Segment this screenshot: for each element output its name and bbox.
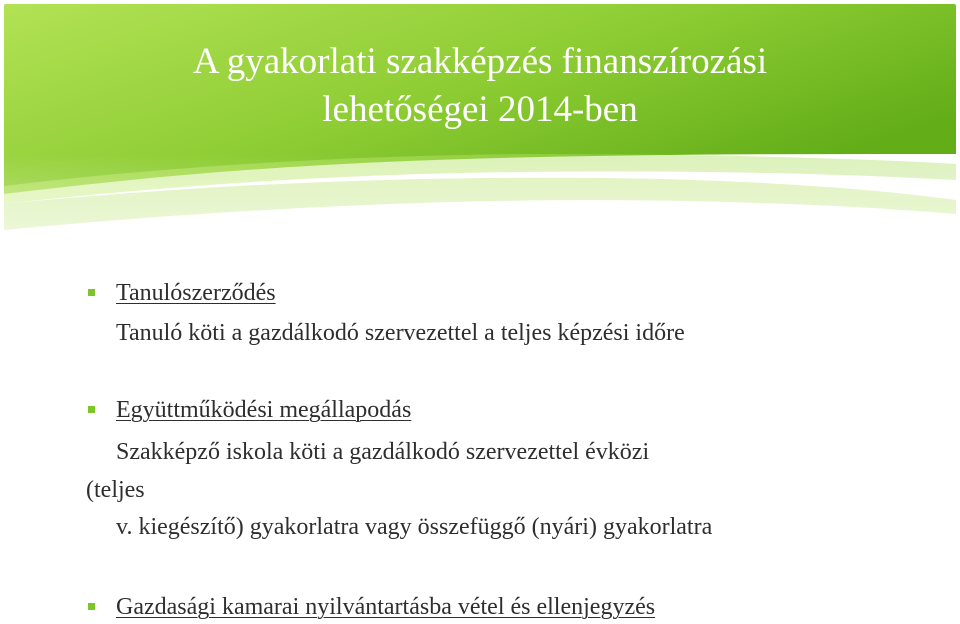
bullet-detail-line: v. kiegészítő) gyakorlatra vagy összefüggő (nyári) gyakorlatra [116, 514, 713, 540]
bullet-marker-icon [88, 603, 95, 610]
bullet-marker-icon [88, 289, 95, 296]
bullet-detail-line: (teljes [86, 477, 145, 503]
bullet-marker-icon [88, 406, 95, 413]
slide-title-line-2: lehetőségei 2014-ben [322, 89, 638, 130]
bullet-heading-gazdasagi-kamarai: Gazdasági kamarai nyilvántartásba vétel és ellenjegyzés [116, 594, 656, 620]
bullet-detail-line: Tanuló köti a gazdálkodó szervezettel a teljes képzési időre [116, 320, 685, 346]
bullet-heading-tanuloszerzodes: Tanulószerződés [116, 280, 276, 306]
slide-title-line-1: A gyakorlati szakképzés finanszírozási [192, 41, 768, 82]
bullet-heading-egyuttmukodesi-megallapodas: Együttműködési megállapodás [116, 397, 412, 423]
bullet-detail-line: Szakképző iskola köti a gazdálkodó szervezettel évközi [116, 439, 650, 465]
